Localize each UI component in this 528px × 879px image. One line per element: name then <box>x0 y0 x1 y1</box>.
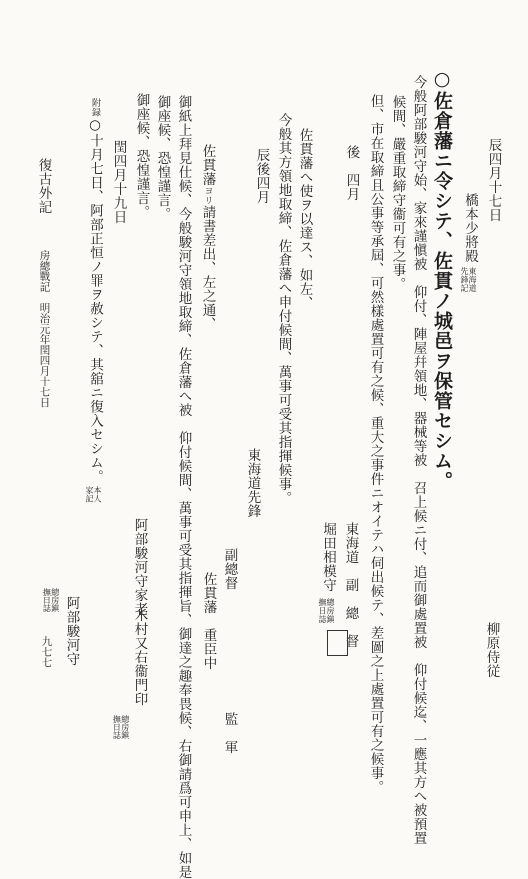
sakura-han-juushin: 佐貫藩 重臣中 <box>200 572 217 670</box>
signature-tokaido-fuku-sotoku: 東海道 副 總 督 <box>342 522 359 648</box>
source-note-fusaso-2: 總房鎭 撫日誌 <box>42 588 60 612</box>
header-hashimoto: 橋本少將殿東海道 先鋒記 <box>460 193 478 293</box>
signature-abe-karo: 阿部駿河守家老 <box>131 518 148 616</box>
section-heading: ○佐倉藩ニ令シテ、佐貫ノ城邑ヲ保管セシム。 <box>431 68 453 491</box>
source-citation: 房總戰記 明治元年閏四月十七日 <box>38 250 51 408</box>
header-date: 辰四月十七日 <box>485 138 502 222</box>
body-line-2: 候間、嚴重取締守衞可有之事。 <box>389 95 406 291</box>
signature-abe-suruga: 阿部駿河守 <box>63 596 80 666</box>
fuku-sotoku: 副總督 <box>221 548 238 590</box>
appendix-note-line-1: 附録○十月七日、阿部正恒ノ罪ヲ赦シテ、其舘ニ復入セシム。本人 家記 <box>85 98 103 503</box>
source-note-fusaso-1: 總房鎭 撫日誌 <box>112 715 130 739</box>
date-line-after-april: 後 四月 <box>343 145 360 201</box>
body-line-4: 佐貫藩へ使ヲ以達ス、如左、 <box>296 128 313 310</box>
date-line-april-after: 辰後四月 <box>253 148 270 204</box>
source-title: 復古外記 <box>35 158 52 214</box>
tokaido-senpo: 東海道先鋒 <box>244 448 261 518</box>
body-line-7: 御紙上拜見仕候、今般駿河守領地取締、佐倉藩へ被 仰付候間、萬事可受其指揮旨、御達之趣奉畏候、右御請爲可申上、如是 <box>175 95 192 879</box>
body-line-8: 御座候、恐惶謹言。 <box>154 95 171 221</box>
date-line-april-19: 閏四月十九日 <box>110 140 127 224</box>
kan-gun: 監 軍 <box>221 712 238 754</box>
body-line-6: 佐貫藩ヨリ請書差出、左之通、 <box>199 144 216 331</box>
body-line-5: 今般其方領地取締、佐倉藩へ申付候間、萬事可受其指揮候事。 <box>275 113 292 505</box>
body-line-9: 御座候、恐惶謹言。 <box>133 93 150 219</box>
header-hashimoto-note: 東海道 先鋒記 <box>460 267 477 293</box>
body-line-1: 今般阿部駿河守始、家來謹愼被 仰付、陣屋幷領地、器械等被 召上候ニ付、追而御處置被 仰付候迄、一應其方へ被預置 <box>410 75 427 845</box>
signature-kimura: 木村又右衞門印 <box>131 608 148 706</box>
signature-hotta: 堀田相模守總房鎭 撫日誌 <box>318 522 336 624</box>
body-line-3: 但、市在取締且公事等承屆、可然樣處置可有之候、重大之事件ニオイテハ伺出候テ、差圖之上處置可有之候事。 <box>367 94 384 794</box>
seal-box <box>327 630 348 656</box>
header-addressee-yanagihara: 柳原侍従 <box>483 622 500 678</box>
page-number: 九七七 <box>40 636 53 668</box>
